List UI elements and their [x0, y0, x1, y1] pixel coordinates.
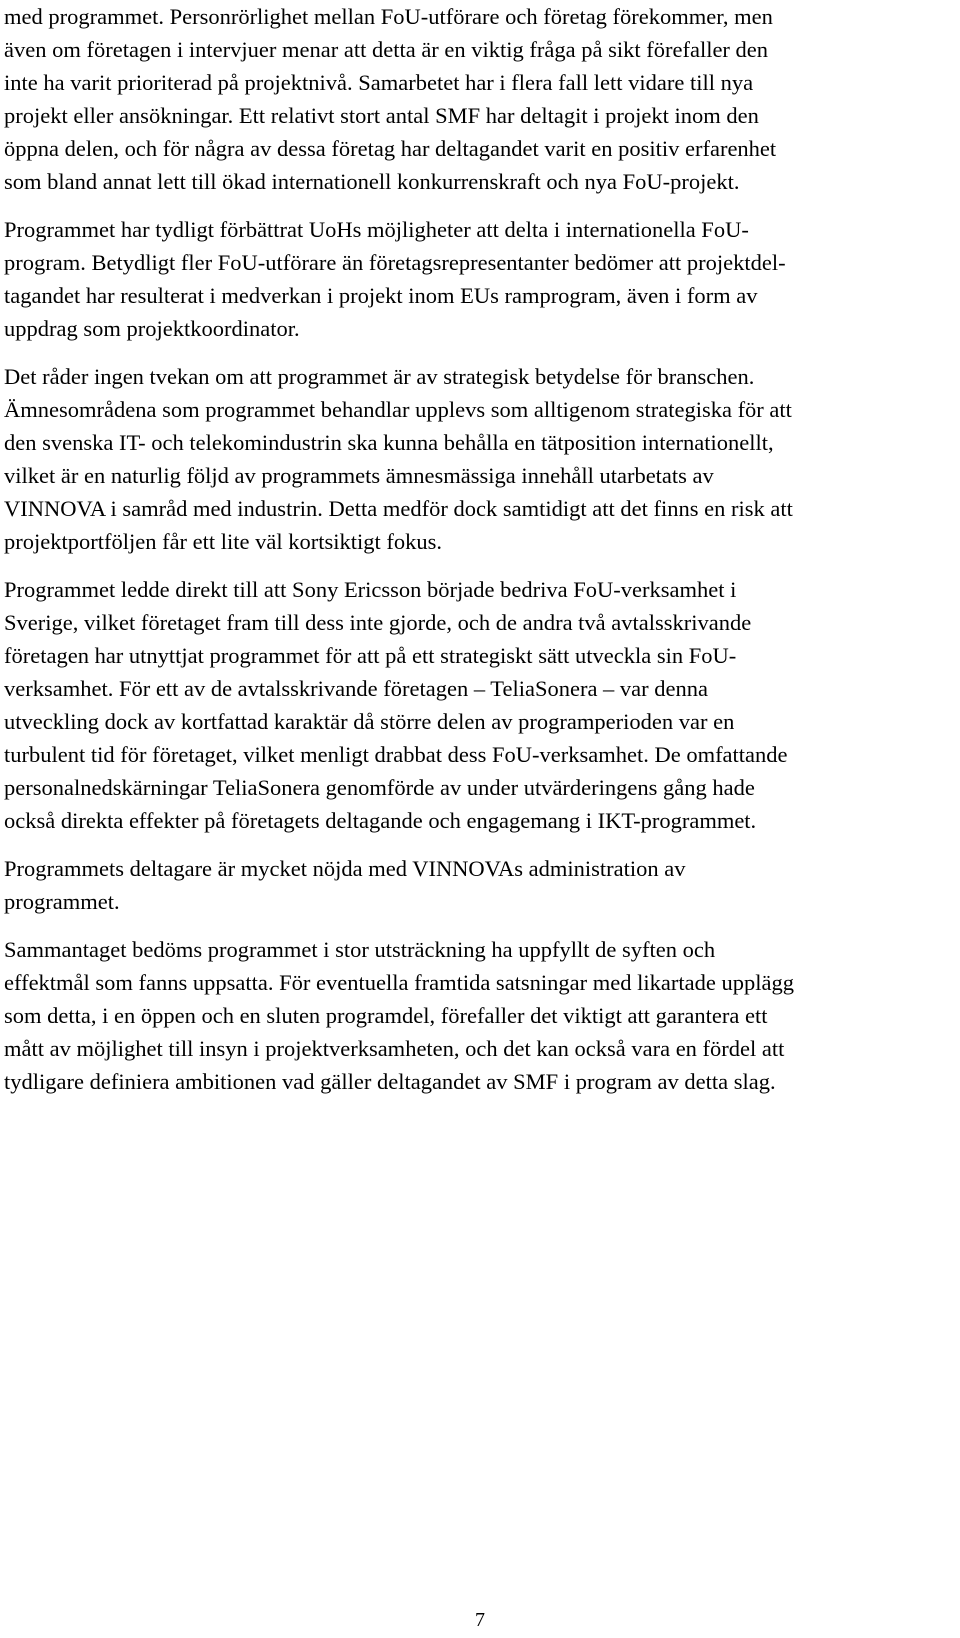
paragraph-5 [4, 852, 944, 918]
document-body [4, 0, 944, 1113]
text-line: öppna delen, och för några av dessa företag har deltagandet varit en positiv erfarenhet [4, 136, 777, 161]
text-line: företagen har utnyttjat programmet för att på ett strategiskt sätt utveckla sin FoU- [4, 643, 737, 668]
paragraph-2 [4, 213, 944, 345]
text-line: Programmets deltagare är mycket nöjda med VINNOVAs administration av [4, 856, 686, 881]
text-line: projektportföljen får ett lite väl kortsiktigt fokus. [4, 529, 443, 554]
text-line: som bland annat lett till ökad internationell konkurrenskraft och nya FoU-projekt. [4, 169, 740, 194]
text-line: tagandet har resulterat i medverkan i projekt inom EUs ramprogram, även i form av [4, 283, 758, 308]
text-line: inte ha varit prioriterad på projektnivå. Samarbetet har i flera fall lett vidare till nya [4, 70, 754, 95]
text-line: verksamhet. För ett av de avtalsskrivande företagen – TeliaSonera – var denna [4, 676, 709, 701]
text-line: programmet. [4, 889, 120, 914]
paragraph-1 [4, 0, 944, 198]
text-line: Programmet har tydligt förbättrat UoHs möjligheter att delta i internationella FoU- [4, 217, 749, 242]
text-line: VINNOVA i samråd med industrin. Detta medför dock samtidigt att det finns en risk att [4, 496, 793, 521]
text-line: Ämnesområdena som programmet behandlar upplevs som alltigenom strategiska för att [4, 397, 792, 422]
paragraph-3 [4, 360, 944, 558]
text-line: turbulent tid för företaget, vilket menligt drabbat dess FoU-verksamhet. De omfattande [4, 742, 788, 767]
text-line: också direkta effekter på företagets deltagande och engagemang i IKT-programmet. [4, 808, 757, 833]
text-line: den svenska IT- och telekomindustrin ska kunna behålla en tätposition internationellt, [4, 430, 774, 455]
paragraph-6 [4, 933, 944, 1098]
text-line: effektmål som fanns uppsatta. För eventuella framtida satsningar med likartade upplägg [4, 970, 794, 995]
text-line: uppdrag som projektkoordinator. [4, 316, 300, 341]
paragraph-4 [4, 573, 944, 837]
text-line: Det råder ingen tvekan om att programmet är av strategisk betydelse för branschen. [4, 364, 755, 389]
page-number: 7 [475, 1609, 485, 1631]
text-line: som detta, i en öppen och en sluten programdel, förefaller det viktigt att garantera ett [4, 1003, 768, 1028]
text-line: Sammantaget bedöms programmet i stor utsträckning ha uppfyllt de syften och [4, 937, 716, 962]
text-line: Sverige, vilket företaget fram till dess inte gjorde, och de andra två avtalsskrivande [4, 610, 752, 635]
text-line: utveckling dock av kortfattad karaktär då större delen av programperioden var en [4, 709, 735, 734]
text-line: program. Betydligt fler FoU-utförare än företagsrepresentanter bedömer att projektdel- [4, 250, 786, 275]
text-line: tydligare definiera ambitionen vad gäller deltagandet av SMF i program av detta slag. [4, 1069, 776, 1094]
text-line: projekt eller ansökningar. Ett relativt stort antal SMF har deltagit i projekt inom den [4, 103, 759, 128]
text-line: personalnedskärningar TeliaSonera genomförde av under utvärderingens gång hade [4, 775, 755, 800]
text-line: även om företagen i intervjuer menar att detta är en viktig fråga på sikt förefaller den [4, 37, 769, 62]
text-line: Programmet ledde direkt till att Sony Ericsson började bedriva FoU-verksamhet i [4, 577, 737, 602]
text-line: vilket är en naturlig följd av programmets ämnesmässiga innehåll utarbetats av [4, 463, 714, 488]
text-line: mått av möjlighet till insyn i projektverksamheten, och det kan också vara en fördel att [4, 1036, 785, 1061]
text-line: med programmet. Personrörlighet mellan FoU-utförare och företag förekommer, men [4, 4, 773, 29]
